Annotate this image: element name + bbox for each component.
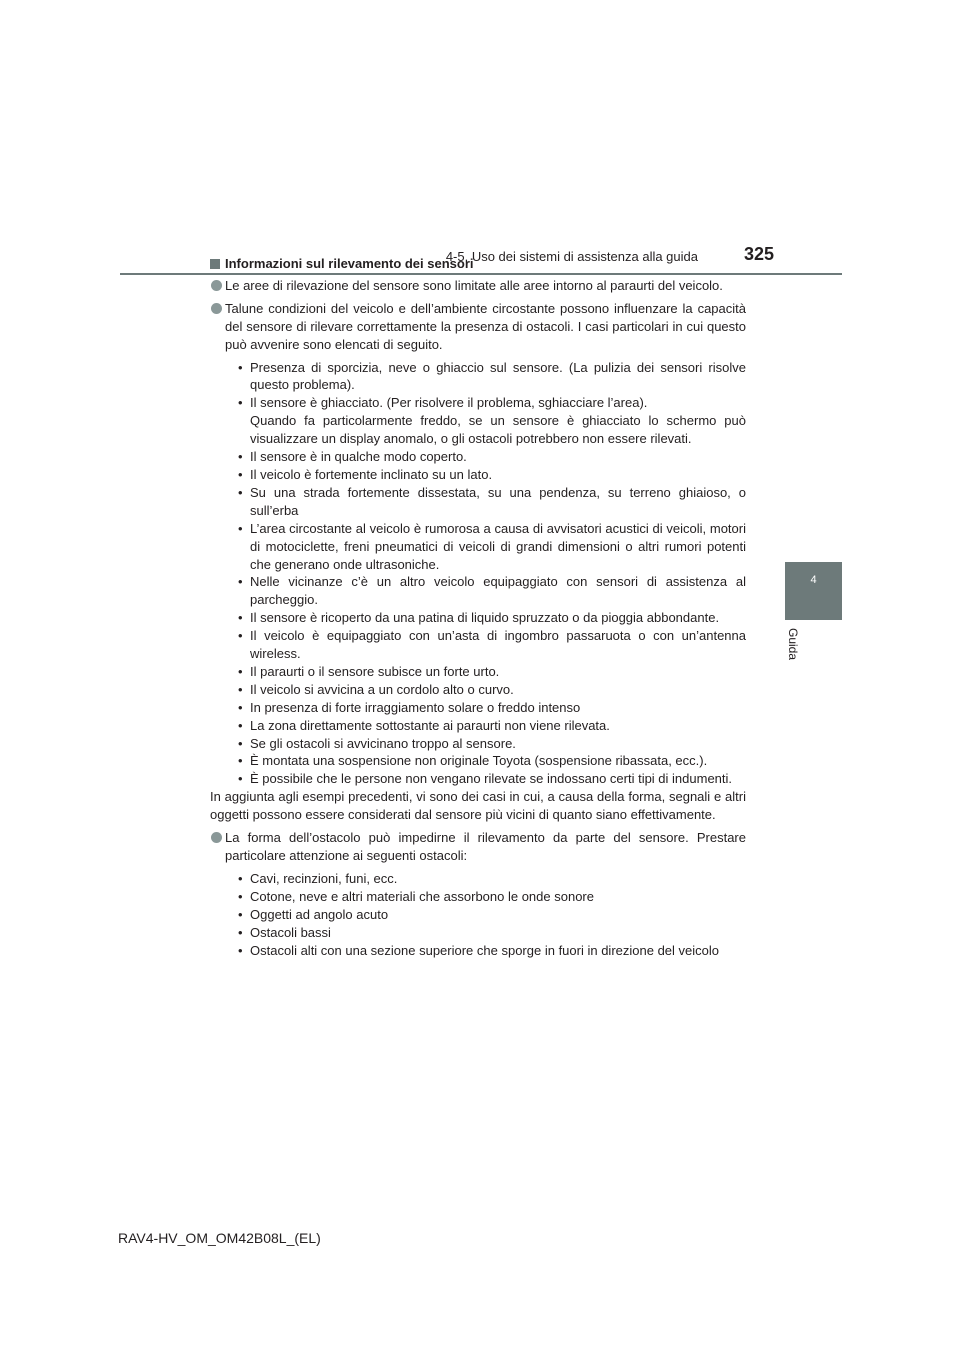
document-code: RAV4-HV_OM_OM42B08L_(EL): [118, 1230, 321, 1246]
bullet-paragraph-3-text: La forma dell’ostacolo può impedirne il rilevamento da parte del sensore. Prestare particolare attenzione ai seguenti ostacoli:: [225, 830, 746, 863]
list-item: • Il paraurti o il sensore subisce un forte urto.: [238, 663, 500, 679]
chapter-tab: [785, 562, 842, 620]
chapter-label: Guida: [786, 628, 800, 661]
list-item: • È montata una sospensione non originale Toyota (sospensione ribassata, ecc.).: [238, 753, 708, 769]
round-bullet-icon: [211, 832, 222, 843]
list-item: • Il veicolo si avvicina a un cordolo alto o curvo.: [238, 681, 514, 697]
list-item: • L’area circostante al veicolo è rumorosa a causa di avvisatori acustici di veicoli, motori di motociclette, freni pneumatici di veicoli di grandi dimensioni o altri rumori potenti che generano onde ultrasoniche.: [238, 520, 746, 572]
chapter-label-box: [786, 628, 802, 688]
chapter-number: 4: [810, 574, 817, 586]
list-item: • Il sensore è in qualche modo coperto.: [238, 449, 467, 465]
list-item: • Il veicolo è equipaggiato con un’asta di ingombro passaruota o con un’antenna wireless.: [238, 628, 746, 662]
list-item: • Il veicolo è fortemente inclinato su un lato.: [238, 466, 493, 482]
list-item: • Cavi, recinzioni, funi, ecc.: [238, 870, 398, 886]
page-number: 325: [743, 244, 774, 264]
list-item: • Nelle vicinanze c’è un altro veicolo equipaggiato con sensori di assistenza al parcheggio.: [238, 574, 746, 608]
bullet-paragraph-1-text: Le aree di rilevazione del sensore sono limitate alle aree intorno al paraurti del veicolo.: [225, 277, 723, 293]
bullet-paragraph-3: [210, 829, 746, 865]
list-item: • La zona direttamente sottostante ai paraurti non viene rilevata.: [238, 717, 610, 733]
obstacles-list: [210, 870, 746, 960]
list-item: • Su una strada fortemente dissestata, su una pendenza, su terreno ghiaioso, o sull’erba: [238, 484, 746, 518]
list-item: • Presenza di sporcizia, neve o ghiaccio sul sensore. (La pulizia dei sensori risolve questo problema).: [238, 359, 746, 393]
list-item: • Oggetti ad angolo acuto: [238, 906, 389, 922]
square-bullet-icon: [210, 259, 220, 269]
conditions-list: [210, 359, 746, 789]
additional-paragraph: In aggiunta agli esempi precedenti, vi sono dei casi in cui, a causa della forma, segnali e altri oggetti possono essere considerati dal sensore più vicini di quanto siano effettivamente.: [210, 789, 746, 823]
list-item: • Se gli ostacoli si avvicinano troppo al sensore.: [238, 735, 516, 751]
list-item: • Ostacoli bassi: [238, 924, 331, 940]
section-title: 4-5. Uso dei sistemi di assistenza alla guida: [445, 249, 698, 264]
page-content: [210, 255, 746, 959]
list-item: • Ostacoli alti con una sezione superiore che sporge in fuori in direzione del veicolo: [238, 942, 719, 958]
round-bullet-icon: [211, 303, 222, 314]
list-item: • È possibile che le persone non vengano rilevate se indossano certi tipi di indumenti.: [238, 771, 733, 787]
bullet-paragraph-2: [210, 300, 746, 354]
list-item: • In presenza di forte irraggiamento solare o freddo intenso: [238, 699, 581, 715]
list-item: • Il sensore è ghiacciato. (Per risolvere il problema, sghiacciare l’area). Quando fa particolarmente freddo, se un sensore è ghiacciato lo schermo può visualizzare un display anomalo, o gli ostacoli potrebbero non essere rilevati.: [238, 395, 746, 447]
list-item-note: Quando fa particolarmente freddo, se un sensore è ghiacciato lo schermo può visualizzare un display anomalo, o gli ostacoli potrebbero non essere rilevati.: [250, 413, 746, 447]
section-heading: [210, 255, 746, 273]
bullet-paragraph-2-text: Talune condizioni del veicolo e dell’ambiente circostante possono influenzare la capacità del sensore di rilevare correttamente la presenza di ostacoli. I casi particolari in cui questo può avvenire sono elencati di seguito.: [225, 300, 746, 352]
round-bullet-icon: [211, 280, 222, 291]
list-item: • Cotone, neve e altri materiali che assorbono le onde sonore: [238, 888, 594, 904]
bullet-paragraph-1: [210, 277, 746, 295]
section-heading-text: Informazioni sul rilevamento dei sensori: [225, 256, 474, 271]
list-item: • Il sensore è ricoperto da una patina di liquido spruzzato o da pioggia abbondante.: [238, 610, 720, 626]
